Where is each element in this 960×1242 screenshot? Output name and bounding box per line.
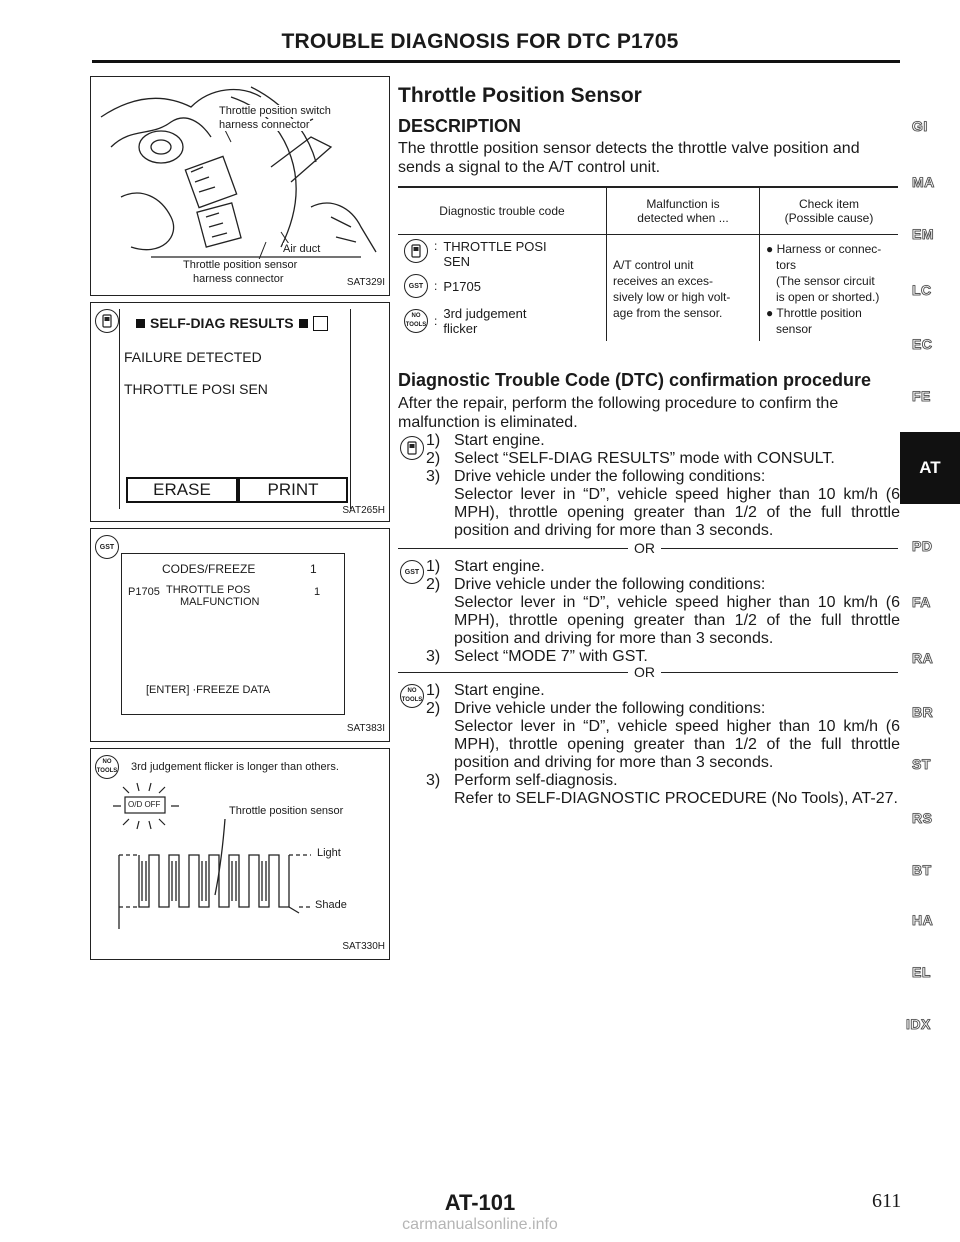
consult-step-3 bbox=[426, 468, 900, 486]
connector-figure bbox=[90, 76, 390, 296]
check-line: sensor bbox=[776, 322, 813, 336]
notools-reference: Refer to SELF-DIAGNOSTIC PROCEDURE (No Tools), AT-27. bbox=[454, 790, 898, 807]
colon: : bbox=[434, 239, 438, 253]
figure-id: SAT383I bbox=[346, 723, 385, 734]
step-text: Select “MODE 7” with GST. bbox=[454, 648, 648, 665]
step-number: 2) bbox=[426, 700, 441, 717]
section-tab-idx[interactable]: IDX bbox=[906, 1016, 931, 1032]
step-number: 1) bbox=[426, 558, 441, 575]
check-line: (The sensor circuit bbox=[776, 274, 875, 288]
table-header-malfunction bbox=[607, 188, 760, 235]
check-cell bbox=[760, 235, 899, 342]
gst-code: P1705 bbox=[128, 586, 160, 598]
gst-header-num: 1 bbox=[310, 562, 317, 576]
gst-step-1 bbox=[426, 558, 900, 576]
check-line: tors bbox=[776, 258, 797, 272]
consult-header-text: SELF-DIAG RESULTS bbox=[150, 315, 294, 331]
consult-line-2: THROTTLE POSI SEN bbox=[124, 381, 268, 397]
check-line: ● Throttle position bbox=[766, 306, 862, 320]
gst-icon-text: GST bbox=[404, 568, 420, 576]
dtc-row-gst bbox=[404, 269, 600, 303]
step-number: 2) bbox=[426, 576, 441, 593]
title-divider bbox=[92, 60, 900, 63]
no-tools-icon bbox=[95, 755, 119, 779]
section-tab-gi[interactable]: GI bbox=[912, 118, 928, 134]
erase-button[interactable]: ERASE bbox=[126, 477, 238, 503]
check-line: ● Harness or connec- bbox=[766, 242, 882, 256]
or-divider bbox=[398, 664, 898, 680]
gst-footer: [ENTER] ·FREEZE DATA bbox=[146, 684, 271, 696]
consult-conditions: Selector lever in “D”, vehicle speed higher than 10 km/h (6 MPH), throttle opening greater than 1/2 of the full throttle position and driving for more than 3 seconds. bbox=[454, 486, 900, 539]
print-button[interactable]: PRINT bbox=[238, 477, 348, 503]
gst-icon-text: GST bbox=[99, 543, 115, 551]
section-tab-at-active[interactable]: AT bbox=[900, 432, 960, 504]
section-tab-ha[interactable]: HA bbox=[912, 912, 934, 928]
step-number: 3) bbox=[426, 468, 441, 485]
gst-header-label: CODES/FREEZE bbox=[162, 562, 256, 576]
gst-desc-1: THROTTLE POS bbox=[166, 584, 251, 596]
page-title: TROUBLE DIAGNOSIS FOR DTC P1705 bbox=[281, 30, 679, 53]
page-number: 611 bbox=[872, 1190, 902, 1212]
step-number: 3) bbox=[426, 648, 441, 665]
section-tab-st[interactable]: ST bbox=[912, 756, 931, 772]
step-text: Start engine. bbox=[454, 682, 545, 699]
gst-icon-text: GST bbox=[408, 282, 424, 290]
or-divider bbox=[398, 540, 898, 556]
section-title: Throttle Position Sensor bbox=[398, 84, 642, 107]
description-heading: DESCRIPTION bbox=[398, 116, 522, 136]
consult-figure bbox=[90, 302, 390, 522]
switch-connector-label-2: harness connector bbox=[219, 119, 310, 131]
malfunction-line: sively low or high volt- bbox=[613, 290, 731, 304]
step-number: 1) bbox=[426, 432, 441, 449]
no-tools-icon-text: NO TOOLS bbox=[401, 688, 423, 703]
no-tools-icon-text: NO TOOLS bbox=[405, 313, 427, 328]
malfunction-cell bbox=[607, 235, 760, 342]
table-header-check-text: Check item (Possible cause) bbox=[784, 197, 874, 225]
watermark: carmanualsonline.info bbox=[402, 1216, 558, 1233]
dtc-intro: After the repair, perform the following procedure to confirm the malfunction is eliminated. bbox=[398, 395, 839, 431]
dtc-cell bbox=[398, 235, 607, 342]
step-number: 3) bbox=[426, 772, 441, 789]
od-off-label: O/D OFF bbox=[128, 800, 161, 809]
gst-icon bbox=[95, 535, 119, 559]
table-header-malfunction-text: Malfunction is detected when ... bbox=[637, 197, 729, 225]
consult-icon bbox=[400, 436, 424, 460]
description-text: The throttle position sensor detects the throttle valve position and sends a signal to the A/T control unit. bbox=[398, 140, 860, 176]
colon: : bbox=[434, 314, 438, 328]
air-duct-label: Air duct bbox=[283, 243, 321, 255]
consult-icon bbox=[95, 309, 119, 333]
dtc-procedure-heading: Diagnostic Trouble Code (DTC) confirmation procedure bbox=[398, 370, 872, 390]
gst-icon bbox=[400, 560, 424, 584]
or-label: OR bbox=[634, 664, 655, 680]
gst-count: 1 bbox=[314, 586, 321, 598]
dtc-table bbox=[398, 186, 898, 341]
or-label: OR bbox=[634, 540, 655, 556]
flicker-caption: 3rd judgement flicker is longer than others. bbox=[131, 761, 339, 773]
sensor-signal-label: Throttle position sensor bbox=[229, 805, 344, 817]
page-code: AT-101 bbox=[444, 1190, 516, 1215]
sensor-connector-label-2: harness connector bbox=[193, 273, 284, 285]
section-tab-em[interactable]: EM bbox=[912, 226, 934, 242]
consult-screen bbox=[119, 309, 351, 509]
malfunction-line: age from the sensor. bbox=[613, 306, 723, 320]
table-header-dtc: Diagnostic trouble code bbox=[398, 188, 607, 235]
section-tab-pd[interactable]: PD bbox=[912, 538, 933, 554]
notools-conditions: Selector lever in “D”, vehicle speed higher than 10 km/h (6 MPH), throttle opening greater than 1/2 of the full throttle position and driving for more than 3 seconds. bbox=[454, 718, 900, 771]
section-tab-rs[interactable]: RS bbox=[912, 810, 933, 826]
colon: : bbox=[434, 279, 438, 293]
gst-desc-2: MALFUNCTION bbox=[180, 596, 260, 608]
step-text: Drive vehicle under the following conditions: bbox=[454, 576, 766, 593]
flicker-waveform bbox=[115, 815, 355, 935]
step-text: Drive vehicle under the following conditions: bbox=[454, 700, 766, 717]
notools-step-2 bbox=[426, 700, 900, 718]
consult-step-2 bbox=[426, 450, 900, 468]
consult-step-1 bbox=[426, 432, 900, 450]
step-text: Start engine. bbox=[454, 558, 545, 575]
flicker-figure bbox=[90, 748, 390, 960]
step-number: 1) bbox=[426, 682, 441, 699]
section-tab-fe[interactable]: FE bbox=[912, 388, 931, 404]
dtc-notools-value: 3rd judgement flicker bbox=[443, 306, 527, 336]
check-line: is open or shorted.) bbox=[776, 290, 880, 304]
step-text: Select “SELF-DIAG RESULTS” mode with CONSULT. bbox=[454, 450, 835, 467]
dtc-row-notools bbox=[404, 303, 600, 339]
table-header-check bbox=[760, 188, 899, 235]
gst-step-2 bbox=[426, 576, 900, 594]
gst-icon bbox=[404, 274, 428, 298]
light-label: Light bbox=[317, 847, 341, 859]
notools-steps bbox=[426, 682, 900, 808]
consult-icon bbox=[404, 239, 428, 263]
step-text: Start engine. bbox=[454, 432, 545, 449]
no-tools-icon-text: NO TOOLS bbox=[96, 759, 118, 774]
section-tab-br[interactable]: BR bbox=[912, 704, 934, 720]
dtc-gst-value: P1705 bbox=[443, 278, 481, 294]
figure-id: SAT330H bbox=[342, 941, 385, 952]
section-tab-lc[interactable]: LC bbox=[912, 282, 932, 298]
figure-id: SAT329I bbox=[346, 277, 385, 288]
malfunction-line: A/T control unit bbox=[613, 258, 694, 272]
switch-connector-label: Throttle position switch bbox=[219, 105, 331, 117]
figure-id: SAT265H bbox=[342, 505, 385, 516]
consult-line-1: FAILURE DETECTED bbox=[124, 349, 262, 365]
gst-steps bbox=[426, 558, 900, 666]
section-tab-ra[interactable]: RA bbox=[912, 650, 934, 666]
notools-step-3 bbox=[426, 772, 900, 790]
consult-header bbox=[136, 315, 328, 331]
section-tab-fa[interactable]: FA bbox=[912, 594, 931, 610]
section-tab-ma[interactable]: MA bbox=[912, 174, 935, 190]
dtc-consult-value: THROTTLE POSI SEN bbox=[443, 239, 547, 269]
consult-steps bbox=[426, 432, 900, 540]
section-tab-ec[interactable]: EC bbox=[912, 336, 933, 352]
section-tab-el[interactable]: EL bbox=[912, 964, 931, 980]
notools-step-1 bbox=[426, 682, 900, 700]
malfunction-line: receives an exces- bbox=[613, 274, 714, 288]
dtc-row-consult bbox=[404, 239, 600, 269]
shade-label: Shade bbox=[315, 899, 347, 911]
gst-conditions: Selector lever in “D”, vehicle speed higher than 10 km/h (6 MPH), throttle opening greater than 1/2 of the full throttle position and driving for more than 3 seconds. bbox=[454, 594, 900, 647]
step-text: Perform self-diagnosis. bbox=[454, 772, 618, 789]
gst-screen bbox=[121, 553, 345, 715]
step-number: 2) bbox=[426, 450, 441, 467]
step-text: Drive vehicle under the following conditions: bbox=[454, 468, 766, 485]
sensor-connector-label: Throttle position sensor bbox=[183, 259, 298, 271]
section-tab-bt[interactable]: BT bbox=[912, 862, 932, 878]
no-tools-icon bbox=[404, 309, 428, 333]
no-tools-icon bbox=[400, 684, 424, 708]
gst-figure bbox=[90, 528, 390, 742]
